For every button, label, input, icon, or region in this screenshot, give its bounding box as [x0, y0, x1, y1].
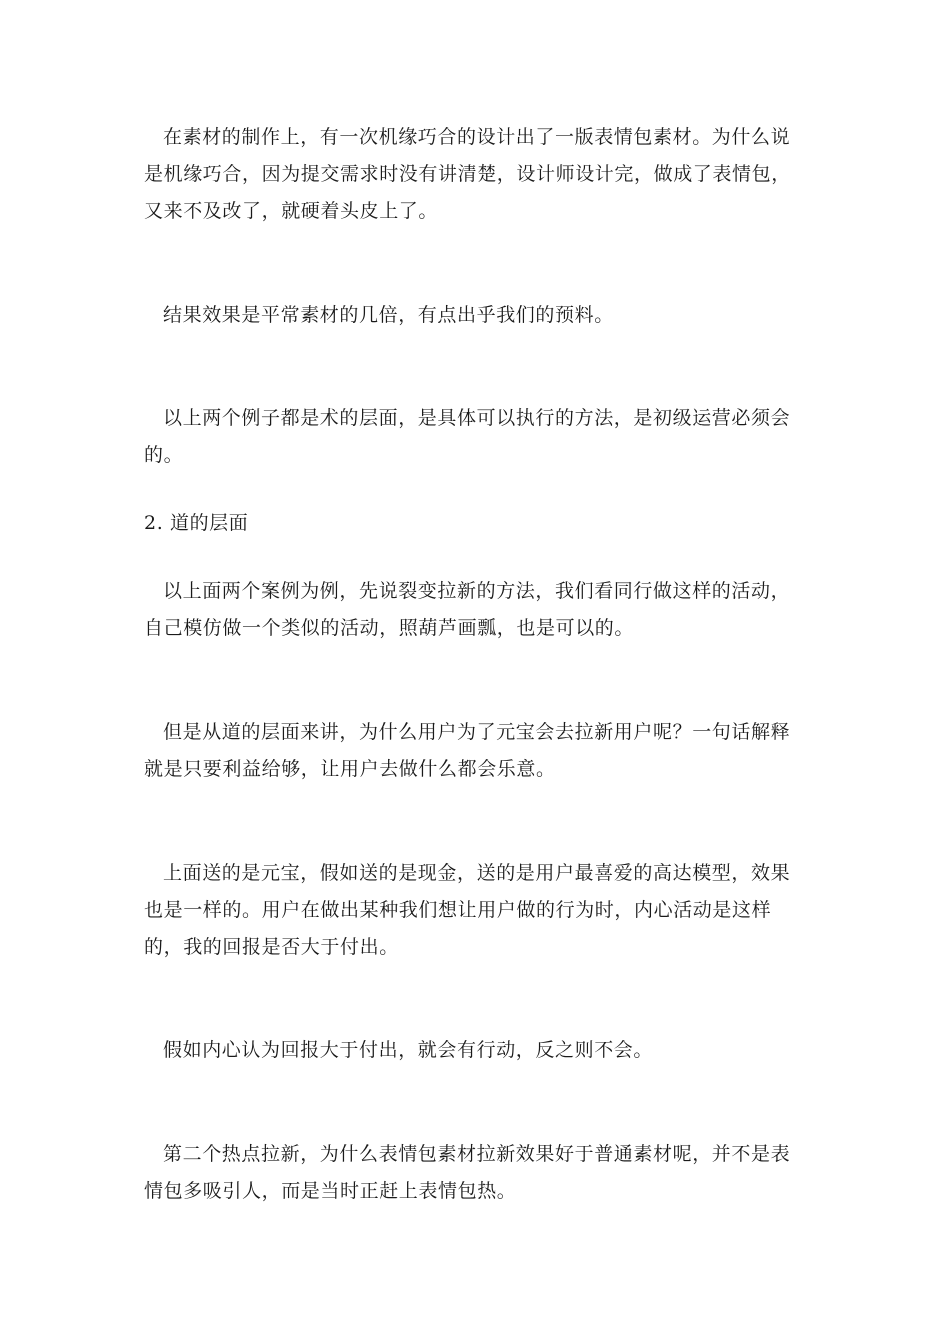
- paragraph-fission-method: 以上面两个案例为例，先说裂变拉新的方法，我们看同行做这样的活动，自己模仿做一个类似的活动，照葫芦画瓢，也是可以的。: [144, 580, 791, 639]
- paragraph-material-production: 在素材的制作上，有一次机缘巧合的设计出了一版表情包素材。为什么说是机缘巧合，因为提交需求时没有讲清楚，设计师设计完，做成了表情包，又来不及改了，就硬着头皮上了。: [144, 126, 791, 222]
- section-heading: 2. 道的层面: [144, 512, 249, 534]
- paragraph-reward-vs-cost: 假如内心认为回报大于付出，就会有行动，反之则不会。: [163, 1039, 654, 1061]
- paragraph-hotspot-acquisition: 第二个热点拉新，为什么表情包素材拉新效果好于普通素材呢，并不是表情包多吸引人，而是当时正赶上表情包热。: [144, 1143, 791, 1202]
- paragraph-result-effect: 结果效果是平常素材的几倍，有点出乎我们的预料。: [163, 304, 614, 326]
- paragraph-reward-example: 上面送的是元宝，假如送的是现金，送的是用户最喜爱的高达模型，效果也是一样的。用户在做出某种我们想让用户做的行为时，内心活动是这样的，我的回报是否大于付出。: [144, 862, 791, 958]
- paragraph-principle-level: 但是从道的层面来讲，为什么用户为了元宝会去拉新用户呢？一句话解释就是只要利益给够，让用户去做什么都会乐意。: [144, 721, 791, 780]
- paragraph-technique-level: 以上两个例子都是术的层面，是具体可以执行的方法，是初级运营必须会的。: [144, 407, 791, 466]
